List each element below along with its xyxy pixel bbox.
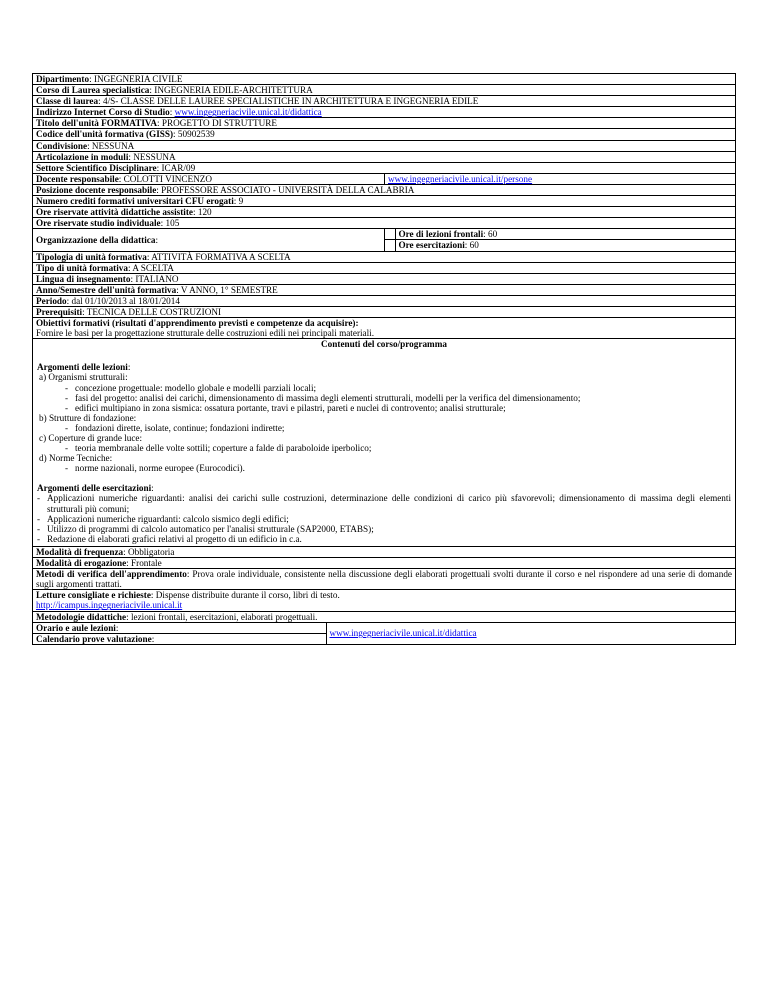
- label: Periodo: [36, 295, 67, 306]
- organizzazione-cell: Organizzazione della didattica:: [33, 229, 385, 251]
- row-crediti: Numero crediti formativi universitari CFU erogati: 9: [33, 196, 736, 207]
- contenuti-body: Argomenti delle lezioni: a) Organismi strutturali: - concezione progettuale: modello globale e modelli parziali locali; - fasi del progetto: analisi dei carichi, dimensionamento di massima degli elementi strutturali, modelli per la verifica del dimensionamento; - edifici multipiano in zona sismica: ossatura portante, travi e pilastri, pareti e nuclei di controvento; analisi strutturale; b) Strutture di fondazione: - fondazioni dirette, isolate, continue; fondazioni indirette; c) Coperture di grande luce: - teoria membranale delle volte sottili; coperture a falde di paraboloide iperbolico; d) Norme Tecniche: - norme nazionali, norme europee (Eurocodici). Argomenti delle esercitazioni: - Applicazioni numeriche riguardanti: analisi dei carichi sulle costruzioni, determinazione delle condizioni di carico più sfavorevoli; dimensionamento di massima degli elementi strutturali più comuni; - Applicazioni numeriche riguardanti: calcolo sismico degli edifici; - Utilizzo di programmi di calcolo automatico per l'analisi strutturale (SAP2000, ETABS); - Redazione di elaborati grafici relativi al progetto di un edificio in c.a.: [37, 362, 732, 544]
- list-item: - concezione progettuale: modello globale e modelli parziali locali;: [65, 382, 317, 393]
- row-tipologia: Tipologia di unità formativa: ATTIVITÀ FORMATIVA A SCELTA: [33, 251, 736, 262]
- esercitazioni-ore: Ore esercitazioni: 60: [398, 240, 479, 251]
- label: Lingua di insegnamento: [36, 273, 131, 284]
- value: Dispense distribuite durante il corso, libri di testo.: [155, 590, 340, 601]
- value: Fornire le basi per la progettazione strutturale delle costruzioni edili nei principali materiali.: [36, 328, 375, 339]
- row-dipartimento: Dipartimento: INGEGNERIA CIVILE: [33, 74, 736, 85]
- section-d-title: d) Norme Tecniche:: [39, 453, 113, 464]
- label: Anno/Semestre dell'unità formativa: [36, 284, 177, 295]
- label: Modalità di frequenza: [36, 546, 124, 557]
- list-item: - Utilizzo di programmi di calcolo automatico per l'analisi strutturale (SAP2000, ETABS);: [37, 523, 374, 534]
- docente-link-cell: [385, 173, 736, 184]
- row-frequenza: Modalità di frequenza: Obbligatoria: [33, 546, 736, 557]
- value: Frontale: [131, 558, 162, 569]
- indirizzo-link[interactable]: www.ingegneriacivile.unical.it/didattica: [174, 107, 322, 118]
- value: Obbligatoria: [127, 546, 175, 557]
- row-articolazione: Articolazione in moduli: NESSUNA: [33, 151, 736, 162]
- section-b-title: b) Strutture di fondazione:: [39, 412, 137, 423]
- label: Condivisione: [36, 140, 88, 151]
- row-ore-studio: Ore riservate studio individuale: 105: [33, 218, 736, 229]
- label: Tipologia di unità formativa: [36, 251, 147, 262]
- row-prerequisiti: Prerequisiti: TECNICA DELLE COSTRUZIONI: [33, 306, 736, 317]
- value: TECNICA DELLE COSTRUZIONI: [86, 306, 222, 317]
- value: dal 01/10/2013 al 18/01/2014: [71, 295, 180, 306]
- row-docente: [33, 173, 736, 184]
- value: NESSUNA: [133, 151, 176, 162]
- course-sheet: [32, 73, 735, 645]
- row-metodologie: Metodologie didattiche: lezioni frontali, esercitazioni, elaborati progettuali.: [33, 611, 736, 622]
- value: PROFESSORE ASSOCIATO - UNIVERSITÀ DELLA CALABRIA: [161, 184, 415, 195]
- orario-table: [33, 623, 735, 644]
- value: 9: [238, 196, 244, 207]
- list-item: - Redazione di elaborati grafici relativi al progetto di un edificio in c.a.: [37, 533, 302, 544]
- row-orario-calendario: [33, 622, 736, 644]
- row-tipo: Tipo di unità formativa: A SCELTA: [33, 262, 736, 273]
- label: Articolazione in moduli: [36, 151, 129, 162]
- label: Docente responsabile: [36, 173, 119, 184]
- value: INGEGNERIA CIVILE: [93, 74, 183, 84]
- value: ICAR/09: [161, 162, 196, 173]
- value: 105: [165, 218, 180, 229]
- value: A SCELTA: [132, 262, 174, 273]
- label: Modalità di erogazione: [36, 558, 127, 569]
- course-table: [32, 73, 736, 645]
- label: Indirizzo Internet Corso di Studio: [36, 107, 170, 118]
- row-posizione: Posizione docente responsabile: PROFESSORE ASSOCIATO - UNIVERSITÀ DELLA CALABRIA: [33, 184, 736, 195]
- value: COLOTTI VINCENZO: [123, 173, 213, 184]
- row-anno: Anno/Semestre dell'unità formativa: V ANNO, 1° SEMESTRE: [33, 284, 736, 295]
- esercitazioni-heading: Argomenti delle esercitazioni: [37, 483, 152, 494]
- label: Posizione docente responsabile: [36, 184, 157, 195]
- orario-cell: Orario e aule lezioni:: [33, 623, 326, 634]
- lezioni-frontali: Ore di lezioni frontali: 60: [395, 229, 735, 240]
- value: Prova orale individuale, consistente nella discussione degli elaborati progettuali svolti durante il corso e nel rispondere ad una serie di domande sugli argomenti trattati.: [36, 569, 733, 590]
- label: Calendario prove valutazione: [36, 633, 152, 644]
- row-organizzazione: [33, 229, 736, 251]
- row-contenuti: [33, 339, 736, 547]
- section-c-title: c) Coperture di grande luce:: [39, 433, 143, 443]
- row-settore: Settore Scientifico Disciplinare: ICAR/09: [33, 162, 736, 173]
- value: ITALIANO: [135, 273, 179, 284]
- calendario-cell: Calendario prove valutazione:: [33, 633, 326, 644]
- label: Metodologie didattiche: [36, 611, 127, 622]
- list-item: - norme nazionali, norme europee (Eurocodici).: [65, 463, 245, 474]
- label: Corso di Laurea specialistica: [36, 85, 150, 96]
- row-titolo: Titolo dell'unità FORMATIVA: PROGETTO DI STRUTTURE: [33, 118, 736, 129]
- value: 50902539: [177, 129, 215, 140]
- row-condivisione: Condivisione: NESSUNA: [33, 140, 736, 151]
- section-a-title: a) Organismi strutturali:: [39, 372, 128, 383]
- icampus-link[interactable]: http://icampus.ingegneriacivile.unical.it: [36, 600, 183, 611]
- label: Settore Scientifico Disciplinare: [36, 162, 157, 173]
- label: Ore riservate studio individuale: [36, 218, 161, 229]
- list-item: - Applicazioni numeriche riguardanti: analisi dei carichi sulle costruzioni, determinazione delle condizioni di carico più sfavorevoli; dimensionamento di massima degli elementi strutturali più comuni;: [37, 493, 732, 514]
- list-item: - teoria membranale delle volte sottili; coperture a falde di paraboloide iperbolico;: [65, 443, 372, 454]
- row-ore-assistite: Ore riservate attività didattiche assistite: 120: [33, 207, 736, 218]
- label: Prerequisiti: [36, 306, 83, 317]
- organizzazione-hours-cell: [385, 229, 736, 251]
- label: Dipartimento: [36, 74, 90, 84]
- docente-cell: Docente responsabile: COLOTTI VINCENZO: [33, 173, 385, 184]
- label: Ore riservate attività didattiche assistite: [36, 207, 193, 218]
- list-item: - edifici multipiano in zona sismica: ossatura portante, travi e pilastri, pareti e nuclei di controvento; analisi strutturale;: [65, 402, 506, 413]
- row-indirizzo: Indirizzo Internet Corso di Studio: www.ingegneriacivile.unical.it/didattica: [33, 107, 736, 118]
- value: 60: [488, 229, 498, 240]
- hours-table: [385, 229, 735, 250]
- label: Ore di lezioni frontali: [398, 229, 484, 240]
- label: Titolo dell'unità FORMATIVA: [36, 118, 157, 129]
- value: INGEGNERIA EDILE-ARCHITETTURA: [154, 85, 313, 96]
- value: lezioni frontali, esercitazioni, elaborati progettuali.: [130, 611, 318, 622]
- lezioni-heading: Argomenti delle lezioni: [37, 362, 128, 373]
- value: 4/S- CLASSE DELLE LAUREE SPECIALISTICHE IN ARCHITETTURA E INGEGNERIA EDILE: [102, 96, 479, 107]
- label: Ore esercitazioni: [398, 240, 465, 251]
- label: Letture consigliate e richieste: [36, 590, 151, 601]
- row-erogazione: Modalità di erogazione: Frontale: [33, 558, 736, 569]
- label: Tipo di unità formativa: [36, 262, 128, 273]
- orario-link-cell: [326, 623, 735, 644]
- orario-link[interactable]: www.ingegneriacivile.unical.it/didattica: [329, 628, 477, 639]
- row-obiettivi: Obiettivi formativi (risultati d'apprendimento previsti e competenze da acquisire): Fornire le basi per la progettazione strutturale delle costruzioni edili nei principali materiali.: [33, 318, 736, 339]
- value: 60: [469, 240, 479, 251]
- label: Orario e aule lezioni: [36, 622, 116, 633]
- list-item: - fasi del progetto: analisi dei carichi, dimensionamento di massima degli elementi strutturali, modelli per la verifica del dimensionamento;: [65, 392, 581, 403]
- row-verifica: Metodi di verifica dell'apprendimento: Prova orale individuale, consistente nella discussione degli elaborati progettuali svolti durante il corso e nel rispondere ad una serie di domande sugli argomenti trattati.: [33, 569, 736, 590]
- label: Codice dell'unità formativa (GISS): [36, 129, 174, 140]
- list-item: - Applicazioni numeriche riguardanti: calcolo sismico degli edifici;: [37, 513, 289, 524]
- row-lingua: Lingua di insegnamento: ITALIANO: [33, 273, 736, 284]
- value: ATTIVITÀ FORMATIVA A SCELTA: [151, 251, 291, 262]
- value: V ANNO, 1° SEMESTRE: [180, 284, 278, 295]
- label: Organizzazione della didattica: [36, 234, 156, 245]
- docente-link[interactable]: www.ingegneriacivile.unical.it/persone: [388, 173, 533, 184]
- label: Metodi di verifica dell'apprendimento: [36, 569, 187, 580]
- label: Obiettivi formativi (risultati d'apprendimento previsti e competenze da acquisire): [36, 318, 356, 329]
- value: PROGETTO DI STRUTTURE: [161, 118, 278, 129]
- list-item: - fondazioni dirette, isolate, continue; fondazioni indirette;: [65, 422, 285, 433]
- row-classe: Classe di laurea: 4/S- CLASSE DELLE LAUREE SPECIALISTICHE IN ARCHITETTURA E INGEGNERIA EDILE: [33, 96, 736, 107]
- value: NESSUNA: [91, 140, 135, 151]
- label: Classe di laurea: [36, 96, 99, 107]
- row-corso: Corso di Laurea specialistica: INGEGNERIA EDILE-ARCHITETTURA: [33, 85, 736, 96]
- row-periodo: Periodo: dal 01/10/2013 al 18/01/2014: [33, 295, 736, 306]
- row-codice: Codice dell'unità formativa (GISS): 50902539: [33, 129, 736, 140]
- label: Numero crediti formativi universitari CFU erogati: [36, 196, 234, 207]
- row-letture: Letture consigliate e richieste: Dispense distribuite durante il corso, libri di testo. http://icampus.ingegneriacivile.unical.it: [33, 590, 736, 611]
- value: 120: [197, 207, 212, 218]
- contenuti-heading: Contenuti del corso/programma: [321, 339, 447, 350]
